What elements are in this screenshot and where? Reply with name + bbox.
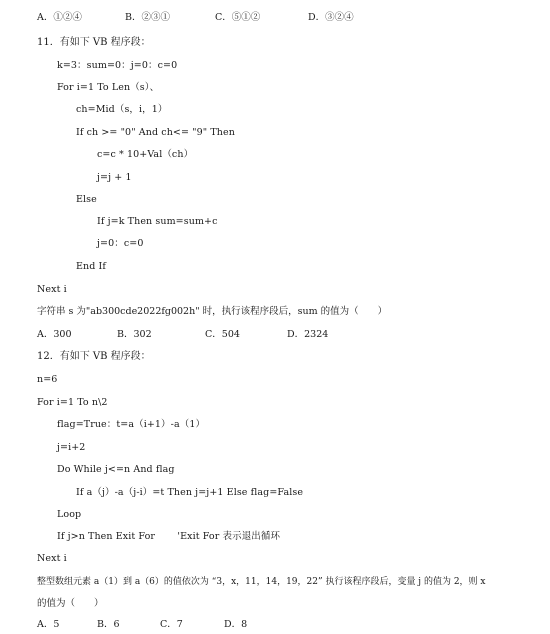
q11-code-line: Next i: [37, 284, 67, 295]
q12-option-a: A．5: [37, 619, 60, 630]
q12-stem: 12．有如下 VB 程序段：: [37, 351, 151, 362]
q12-option-b: B．6: [97, 619, 120, 630]
q11-option-b: B．302: [117, 329, 152, 340]
q12-code-line: j=i+2: [57, 442, 86, 453]
q11-option-c: C．504: [205, 329, 240, 340]
q12-code-line: n=6: [37, 374, 58, 385]
q12-option-d: D．8: [224, 619, 248, 630]
q12-code-line: If j>n Then Exit For 'Exit For 表示退出循环: [57, 531, 281, 542]
q11-code-line: Else: [76, 194, 97, 205]
q12-code-line: Loop: [57, 509, 82, 520]
q12-code-line: If a（j）-a（j-i）=t Then j=j+1 Else flag=False: [76, 487, 304, 498]
q11-code-line: For i=1 To Len（s）、: [57, 82, 160, 93]
q12-question-line1: 整型数组元素 a（1）到 a（6）的值依次为 “3，x，11，14，19，22” 执行该程序段后，变量 j 的值为 2，则 x: [37, 577, 486, 587]
q12-option-c: C．7: [160, 619, 183, 630]
q11-stem: 11．有如下 VB 程序段：: [37, 37, 151, 48]
q12-question-line2: 的值为（ ）: [37, 598, 104, 609]
prev-option-b: B．②③①: [125, 12, 170, 23]
q11-code-line: j=j + 1: [97, 172, 132, 183]
q12-code-line: Do While j<=n And flag: [57, 464, 175, 475]
q12-code-line: flag=True：t=a（i+1）-a（1）: [57, 419, 206, 430]
q11-question: 字符串 s 为"ab300cde2022fg002h" 时，执行该程序段后，sum 的值为（ ）: [37, 306, 388, 317]
q11-code-line: End If: [76, 261, 107, 272]
q12-code-line: Next i: [37, 553, 67, 564]
prev-option-d: D．③②④: [308, 12, 354, 23]
q11-code-line: ch=Mid（s，i，1）: [76, 104, 168, 115]
q11-code-line: If ch >= "0" And ch<= "9" Then: [76, 127, 235, 138]
q11-code-line: j=0：c=0: [97, 238, 144, 249]
q11-code-line: If j=k Then sum=sum+c: [97, 216, 218, 227]
q11-code-line: k=3：sum=0：j=0：c=0: [57, 60, 178, 71]
prev-option-a: A．①②④: [37, 12, 82, 23]
q11-code-line: c=c * 10+Val（ch）: [97, 149, 194, 160]
q12-code-line: For i=1 To n\2: [37, 397, 108, 408]
q11-option-a: A．300: [37, 329, 72, 340]
q11-option-d: D．2324: [287, 329, 329, 340]
prev-option-c: C．⑤①②: [215, 12, 261, 23]
